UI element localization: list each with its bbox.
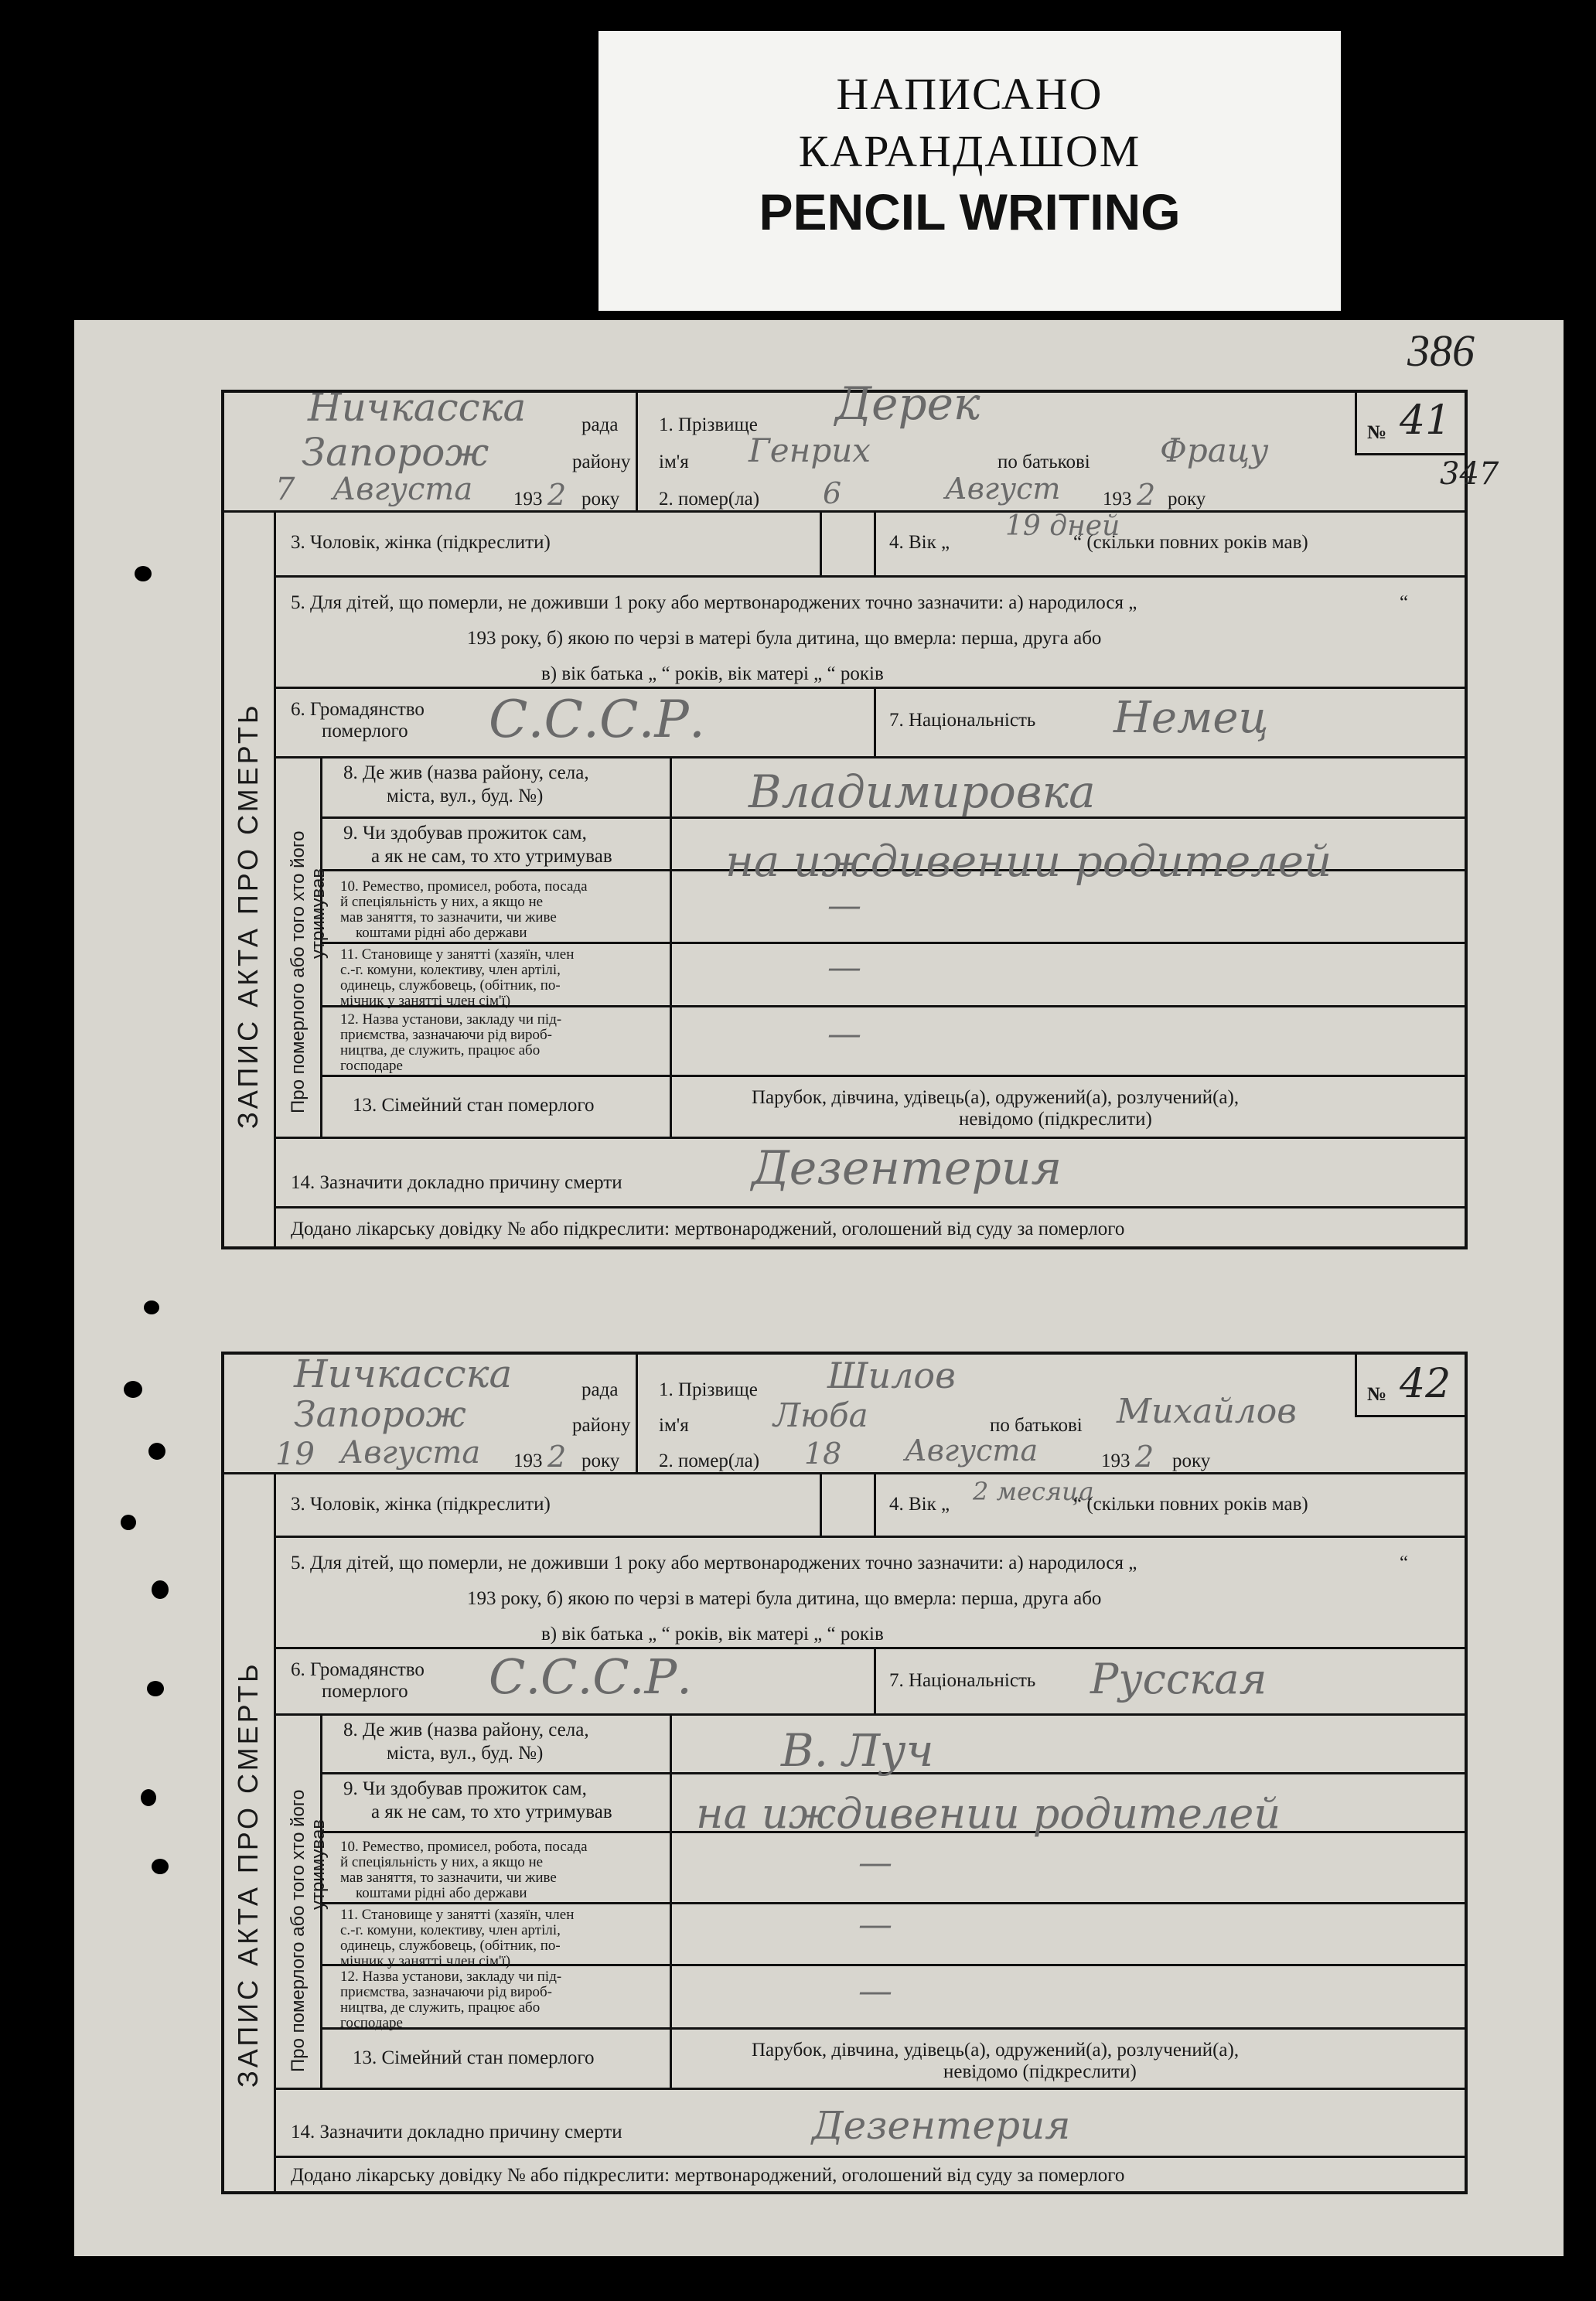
handwritten-dash-employer: — [827,1014,861,1054]
side-subtitle-1: Про померлого або того хто його [288,1789,309,2072]
label-age: 4. Вік „ [889,532,950,553]
label-patronymic: по батькові [990,1415,1083,1436]
handwritten-dash-trade: — [858,1843,892,1883]
label-quote: “ [1400,592,1409,613]
label-employer-3: ництва, де служить, працює або [340,1999,541,2016]
label-sex: 3. Чоловік, жінка (підкреслити) [291,532,551,553]
label-surname: 1. Прізвище [659,1379,758,1400]
label-died: 2. помер(ла) [659,1450,760,1471]
handwritten-cause: Дезентерия [812,2103,1071,2148]
label-name: ім'я [659,452,689,472]
label-certificate: Додано лікарську довідку № або підкреслити: мертвонароджений, оголошений від суду за померлого [291,2165,1125,2186]
handwritten-rada: Ничкасска [294,1352,513,1396]
label-status-1: 11. Становище у занятті (хазяїн, член [340,1907,575,1923]
label-name: ім'я [659,1415,689,1436]
label-trade-3: мав заняття, то зазначити, чи живе [340,1870,557,1886]
handwritten-dash-trade: — [827,886,861,926]
label-cause: 14. Зазначити докладно причину смерти [291,2122,622,2142]
label-children-3: в) вік батька „ “ років, вік матері „ “ років [541,663,884,684]
side-title: ЗАПИС АКТА ПРО СМЕРТЬ [232,702,264,1129]
label-year-2: 193 [1101,1450,1130,1471]
handwritten-first-name: Генрих [749,431,871,469]
handwritten-residence: Владимировка [749,765,1096,818]
handwritten-reg-day: 19 [275,1437,315,1472]
label-earned-1: 9. Чи здобував прожиток сам, [343,823,587,844]
label-children-1: 5. Для дітей, що померли, не доживши 1 року або мертвонароджених точно зазначити: а) народилося „ [291,592,1137,613]
label-lived-2: міста, вул., буд. №) [387,786,544,806]
handwritten-citizenship: С.С.С.Р. [489,1648,692,1705]
label-trade-2: й спеціяльність у них, а якщо не [340,894,544,910]
handwritten-reg-year: 2 [547,478,567,512]
label-sex: 3. Чоловік, жінка (підкреслити) [291,1494,551,1515]
punch-hole [148,1443,165,1460]
pencil-writing-label-card [598,31,1341,311]
label-line-2: КАРАНДАШОМ [798,126,1141,176]
label-roku: року [581,1450,620,1471]
handwritten-death-month: Августа [905,1433,1038,1468]
label-nationality: 7. Національність [889,710,1036,731]
label-age: 4. Вік „ [889,1494,950,1515]
punch-hole [144,1300,159,1314]
label-cause: 14. Зазначити докладно причину смерти [291,1172,622,1193]
label-children-3: в) вік батька „ “ років, вік матері „ “ років [541,1624,884,1645]
label-employer-3: ництва, де служить, працює або [340,1042,541,1058]
handwritten-reg-day: 7 [275,472,295,507]
label-marital-options-1: Парубок, дівчина, удівець(а), одружений(а), розлучений(а), [752,1087,1240,1108]
handwritten-surname: Дерек [835,377,980,430]
handwritten-number: 41 [1400,397,1451,444]
label-citizenship-1: 6. Громадянство [291,1659,425,1680]
label-age-suffix: “ (скільки повних років мав) [1073,532,1308,553]
handwritten-support: на иждивении родителей [725,837,1332,887]
label-status-3: одинець, службовець, (обітник, по- [340,977,561,994]
handwritten-reg-year: 2 [547,1440,567,1474]
handwritten-patronymic: Михайлов [1117,1392,1297,1431]
label-earned-2: а як не сам, то хто утримував [371,846,612,867]
handwritten-cause: Дезентерия [752,1141,1062,1195]
label-number: № [1367,422,1387,443]
handwritten-nationality: Русская [1090,1655,1267,1703]
punch-hole [152,1580,169,1599]
side-subtitle-2: утримував [308,868,329,959]
handwritten-patronymic: Фрацу [1160,431,1269,469]
label-children-1: 5. Для дітей, що померли, не доживши 1 року або мертвонароджених точно зазначити: а) народилося „ [291,1553,1137,1573]
handwritten-dash-employer: — [858,1972,892,2011]
label-raionu: району [572,1415,631,1436]
label-roku: року [581,489,620,510]
label-year: 193 [513,1450,543,1471]
handwritten-residence: В. Луч [781,1724,934,1777]
label-status-1: 11. Становище у занятті (хазяїн, член [340,946,575,963]
label-roku-2: року [1172,1450,1211,1471]
label-trade-1: 10. Ремество, промисел, робота, посада [340,878,588,895]
label-citizenship-2: померлого [322,1681,408,1702]
handwritten-citizenship: С.С.С.Р. [489,690,705,749]
handwritten-dash-status: — [827,948,861,987]
label-employer-4: господаре [340,2015,403,2031]
handwritten-death-day: 6 [823,476,842,510]
label-quote: “ [1400,1553,1409,1573]
page-number: 386 [1407,326,1475,376]
label-lived-1: 8. Де жив (назва району, села, [343,1720,589,1740]
label-roku-2: року [1168,489,1206,510]
punch-hole [152,1859,169,1874]
label-status-4: мічник у занятті член сім'ї) [340,993,511,1009]
handwritten-age: 2 месяца [973,1477,1094,1506]
label-line-3: PENCIL WRITING [759,183,1181,240]
label-citizenship-1: 6. Громадянство [291,699,425,720]
label-rada: рада [581,1379,619,1400]
label-status-4: мічник у занятті член сім'ї) [340,1953,511,1969]
label-surname: 1. Прізвище [659,414,758,435]
label-status-3: одинець, службовець, (обітник, по- [340,1938,561,1954]
handwritten-rada: Ничкасска [308,385,527,430]
label-earned-2: а як не сам, то хто утримував [371,1802,612,1822]
label-raionu: району [572,452,631,472]
label-rada: рада [581,414,619,435]
death-record-1 [221,390,1468,1249]
handwritten-first-name: Люба [773,1396,868,1434]
label-employer-1: 12. Назва установи, закладу чи під- [340,1011,562,1028]
label-patronymic: по батькові [998,452,1090,472]
label-trade-2: й спеціяльність у них, а якщо не [340,1854,544,1870]
label-trade-4: коштами рідні або держави [356,1885,527,1901]
handwritten-surname: Шилов [827,1355,956,1396]
label-age-suffix: “ (скільки повних років мав) [1073,1494,1308,1515]
handwritten-number: 42 [1400,1361,1451,1407]
label-number: № [1367,1384,1387,1405]
handwritten-raion: Запорож [294,1393,466,1435]
label-trade-1: 10. Ремество, промисел, робота, посада [340,1839,588,1855]
handwritten-number-side: 347 [1440,456,1499,492]
label-lived-1: 8. Де жив (назва району, села, [343,762,589,783]
punch-hole [124,1381,142,1398]
label-marital: 13. Сімейний стан померлого [353,2047,595,2068]
label-children-2: 193 року, б) якою по черзі в матері була дитина, що вмерла: перша, друга або [467,628,1102,649]
label-earned-1: 9. Чи здобував прожиток сам, [343,1778,587,1799]
label-employer-2: приємства, зазначаючи рід вироб- [340,1027,552,1043]
label-marital-options-2: невідомо (підкреслити) [943,2061,1137,2082]
handwritten-nationality: Немец [1113,693,1269,743]
punch-hole [121,1515,136,1530]
label-citizenship-2: померлого [322,721,408,741]
label-certificate: Додано лікарську довідку № або підкреслити: мертвонароджений, оголошений від суду за померлого [291,1219,1125,1239]
label-employer-2: приємства, зазначаючи рід вироб- [340,1984,552,2000]
handwritten-support: на иждивении родителей [696,1789,1281,1838]
label-line-1: НАПИСАНО [836,69,1103,119]
label-trade-3: мав заняття, то зазначити, чи живе [340,909,557,926]
label-lived-2: міста, вул., буд. №) [387,1743,544,1764]
handwritten-death-day: 18 [804,1437,842,1471]
handwritten-death-month: Август [945,472,1061,506]
label-died: 2. помер(ла) [659,489,760,510]
handwritten-death-year: 2 [1137,478,1156,512]
label-status-2: с.-г. комуни, колективу, член артілі, [340,962,561,978]
label-marital-options-1: Парубок, дівчина, удівець(а), одружений(а), розлучений(а), [752,2040,1240,2061]
side-title: ЗАПИС АКТА ПРО СМЕРТЬ [232,1661,264,2088]
handwritten-death-year: 2 [1135,1440,1154,1474]
side-subtitle-2: утримував [308,1819,329,1910]
side-subtitle-1: Про померлого або того хто його [288,830,309,1113]
label-nationality: 7. Національність [889,1670,1036,1691]
punch-hole [147,1681,164,1696]
label-marital-options-2: невідомо (підкреслити) [959,1109,1152,1130]
handwritten-dash-status: — [858,1905,892,1945]
label-children-2: 193 року, б) якою по черзі в матері була дитина, що вмерла: перша, друга або [467,1588,1102,1609]
label-status-2: с.-г. комуни, колективу, член артілі, [340,1922,561,1938]
label-trade-4: коштами рідні або держави [356,925,527,941]
handwritten-raion: Запорож [302,430,489,475]
handwritten-reg-month: Августа [332,472,473,507]
label-marital: 13. Сімейний стан померлого [353,1095,595,1116]
handwritten-age: 19 дней [1005,510,1120,542]
label-employer-4: господаре [340,1058,403,1074]
handwritten-reg-month: Августа [340,1435,481,1471]
punch-hole [141,1789,156,1806]
label-year-2: 193 [1103,489,1132,510]
label-employer-1: 12. Назва установи, закладу чи під- [340,1969,562,1985]
punch-hole [135,566,152,581]
label-year: 193 [513,489,543,510]
